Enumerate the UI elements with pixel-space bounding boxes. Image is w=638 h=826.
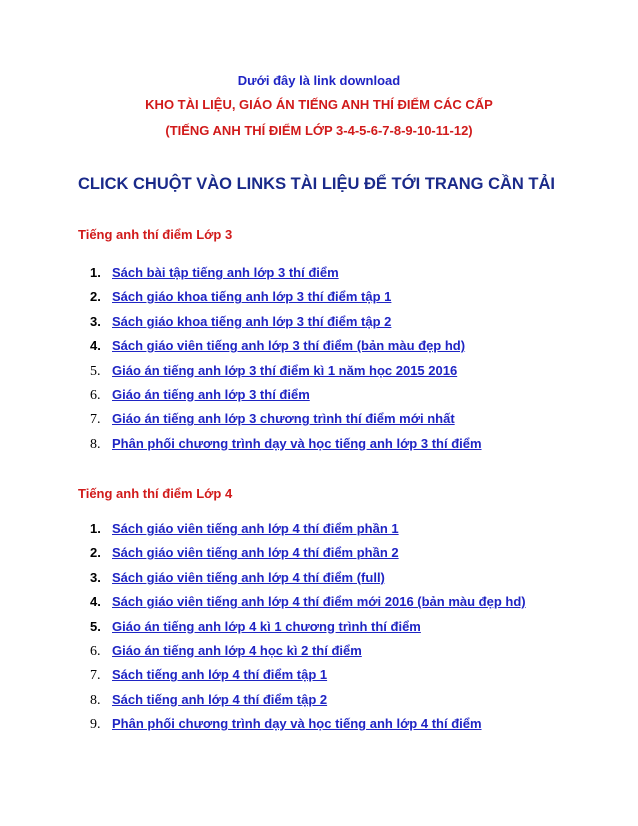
item-number: 2. xyxy=(90,289,101,305)
header-line-1: Dưới đây là link download xyxy=(237,73,401,88)
item-number: 7. xyxy=(90,668,101,684)
list-item xyxy=(90,521,526,545)
click-instruction-title: CLICK CHUỘT VÀO LINKS TÀI LIỆU ĐỂ TỚI TRANG CẦN TẢI xyxy=(78,175,555,193)
item-number: 9. xyxy=(90,717,101,733)
list-item xyxy=(90,265,482,289)
item-number: 8. xyxy=(90,436,101,452)
item-number: 8. xyxy=(90,692,101,708)
document-link[interactable]: Phân phối chương trình dạy và học tiếng anh lớp 3 thí điểm xyxy=(112,435,482,451)
link-list-grade-4 xyxy=(90,521,526,741)
document-link[interactable]: Giáo án tiếng anh lớp 4 kì 1 chương trình thí điểm xyxy=(112,618,421,634)
item-number: 3. xyxy=(90,569,101,585)
document-link[interactable]: Sách giáo viên tiếng anh lớp 4 thí điểm (full) xyxy=(112,569,385,585)
list-item xyxy=(90,619,526,643)
item-number: 7. xyxy=(90,412,101,428)
header-line-3: (TIẾNG ANH THÍ ĐIỂM LỚP 3-4-5-6-7-8-9-10-11-12) xyxy=(165,123,473,138)
section-title-grade-3: Tiếng anh thí điểm Lớp 3 xyxy=(78,227,233,242)
item-number: 3. xyxy=(90,313,101,329)
item-number: 6. xyxy=(90,387,101,403)
document-link[interactable]: Sách giáo viên tiếng anh lớp 4 thí điểm mới 2016 (bản màu đẹp hd) xyxy=(112,594,526,610)
document-link[interactable]: Sách giáo viên tiếng anh lớp 4 thí điểm phần 2 xyxy=(112,545,399,561)
list-item xyxy=(90,363,482,387)
document-link[interactable]: Giáo án tiếng anh lớp 3 thí điểm xyxy=(112,386,310,402)
document-link[interactable]: Giáo án tiếng anh lớp 3 thí điểm kì 1 năm học 2015 2016 xyxy=(112,362,458,378)
list-item xyxy=(90,436,482,460)
document-link[interactable]: Giáo án tiếng anh lớp 3 chương trình thí điểm mới nhất xyxy=(112,411,455,427)
list-item xyxy=(90,338,482,362)
header-line-2: KHO TÀI LIỆU, GIÁO ÁN TIẾNG ANH THÍ ĐIỂM CÁC CẤP xyxy=(145,97,493,112)
list-item xyxy=(90,411,482,435)
item-number: 5. xyxy=(90,363,101,379)
link-list-grade-3 xyxy=(90,265,482,460)
list-item xyxy=(90,643,526,667)
item-number: 2. xyxy=(90,545,101,561)
document-link[interactable]: Sách bài tập tiếng anh lớp 3 thí điểm xyxy=(112,265,339,280)
list-item xyxy=(90,594,526,618)
item-number: 4. xyxy=(90,594,101,610)
document-link[interactable]: Sách tiếng anh lớp 4 thí điểm tập 1 xyxy=(112,667,328,683)
document-link[interactable]: Phân phối chương trình dạy và học tiếng anh lớp 4 thí điểm xyxy=(112,716,482,732)
list-item xyxy=(90,692,526,716)
item-number: 5. xyxy=(90,618,101,634)
section-title-grade-4: Tiếng anh thí điểm Lớp 4 xyxy=(78,486,233,501)
list-item xyxy=(90,545,526,569)
document-link[interactable]: Sách giáo khoa tiếng anh lớp 3 thí điểm tập 2 xyxy=(112,313,392,329)
list-item xyxy=(90,387,482,411)
list-item xyxy=(90,289,482,313)
document-link[interactable]: Sách giáo viên tiếng anh lớp 3 thí điểm (bản màu đẹp hd) xyxy=(112,338,466,354)
document-link[interactable]: Sách giáo khoa tiếng anh lớp 3 thí điểm tập 1 xyxy=(112,289,392,305)
list-item xyxy=(90,570,526,594)
item-number: 1. xyxy=(90,265,101,280)
item-number: 4. xyxy=(90,338,101,354)
document-link[interactable]: Sách tiếng anh lớp 4 thí điểm tập 2 xyxy=(112,691,328,707)
list-item xyxy=(90,667,526,691)
list-item xyxy=(90,314,482,338)
item-number: 1. xyxy=(90,521,101,536)
item-number: 6. xyxy=(90,643,101,659)
document-link[interactable]: Sách giáo viên tiếng anh lớp 4 thí điểm phần 1 xyxy=(112,521,399,536)
document-link[interactable]: Giáo án tiếng anh lớp 4 học kì 2 thí điểm xyxy=(112,642,362,658)
list-item xyxy=(90,716,526,740)
